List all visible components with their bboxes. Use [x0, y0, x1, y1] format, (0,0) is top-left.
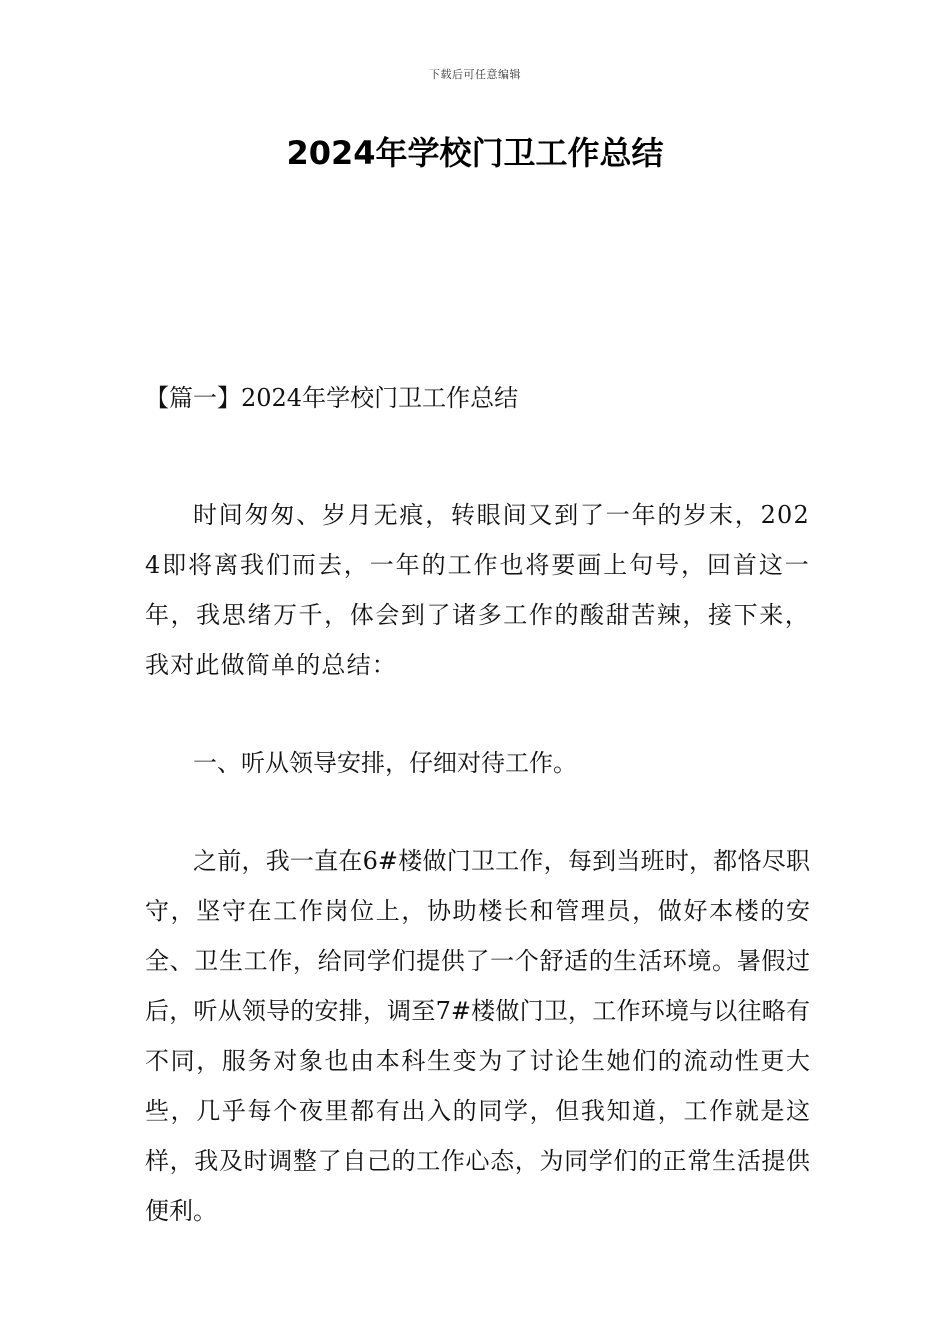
- header-note: 下载后可任意编辑: [429, 68, 521, 81]
- document-body: [145, 380, 810, 1236]
- document-title: 2024年学校门卫工作总结: [286, 134, 664, 172]
- section-heading: 【篇一】2024年学校门卫工作总结: [145, 384, 519, 412]
- paragraph-body: 之前，我一直在6#楼做门卫工作，每到当班时，都恪尽职守，坚守在工作岗位上，协助楼长和管理员，做好本楼的安全、卫生工作，给同学们提供了一个舒适的生活环境。暑假过后，听从领导的安排，调至7#楼做门卫，工作环境与以往略有不同，服务对象也由本科生变为了讨论生她们的流动性更大些，几乎每个夜里都有出入的同学，但我知道，工作就是这样，我及时调整了自己的工作心态，为同学们的正常生活提供便利。: [145, 847, 810, 1225]
- paragraph-subheading: 一、听从领导安排，仔细对待工作。: [193, 749, 577, 777]
- paragraph-intro: 时间匆匆、岁月无痕，转眼间又到了一年的岁末，2024即将离我们而去，一年的工作也将要画上句号，回首这一年，我思绪万千，体会到了诸多工作的酸甜苦辣，接下来，我对此做简单的总结：: [145, 501, 810, 679]
